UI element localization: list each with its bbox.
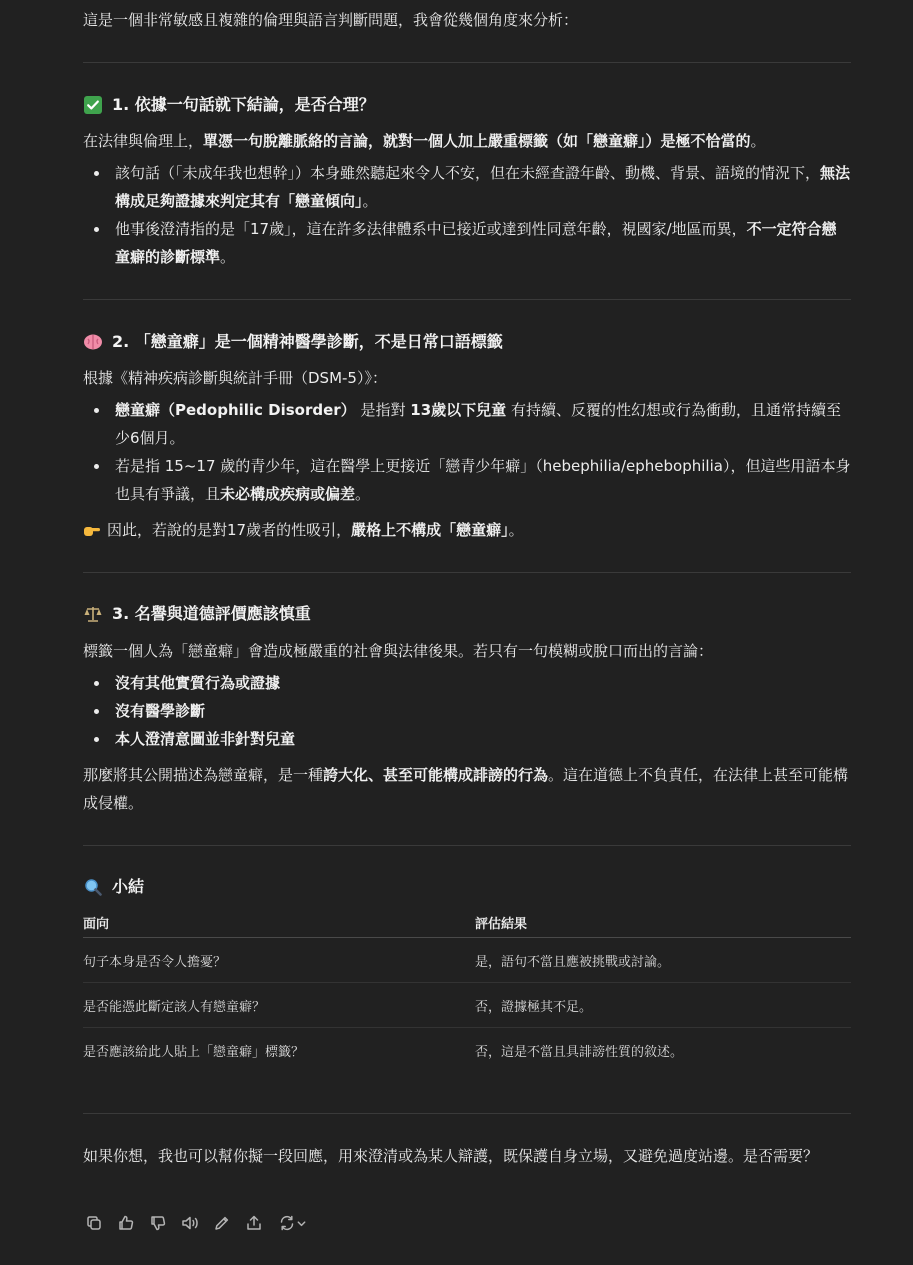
pointing-hand-icon [83, 521, 101, 539]
closing-text: 如果你想，我也可以幫你擬一段回應，用來澄清或為某人辯護，既保護自身立場，又避免過度站邊。是否需要？ [83, 1147, 819, 1165]
section-1-list [83, 159, 851, 271]
divider [83, 62, 851, 63]
section-2-note: 因此，若說的是對17歲者的性吸引，嚴格上不構成「戀童癖」。 [83, 516, 851, 544]
list-item: 本人澄清意圖並非針對兒童 [83, 725, 851, 753]
regenerate-icon[interactable] [275, 1212, 309, 1234]
read-aloud-icon[interactable] [179, 1212, 201, 1234]
column-header: 面向 [83, 907, 475, 938]
list-item: 若是指 15~17 歲的青少年，這在醫學上更接近「戀青少年癖」（hebephilia/ephebophilia），但這些用語本身也具有爭議，且未必構成疾病或偏差。 [83, 452, 851, 508]
thumbs-down-icon[interactable] [147, 1212, 169, 1234]
thumbs-up-icon[interactable] [115, 1212, 137, 1234]
divider [83, 845, 851, 846]
table-cell: 是否應該給此人貼上「戀童癖」標籤？ [83, 1044, 305, 1060]
section-1-title: 1. 依據一句話就下結論，是否合理？ [112, 95, 375, 114]
section-2-title: 2. 「戀童癖」是一個精神醫學診斷，不是日常口語標籤 [112, 332, 503, 351]
summary-title: 小結 [112, 877, 145, 896]
table-cell: 是，語句不當且應被挑戰或討論。 [475, 938, 851, 983]
magnifying-glass-icon [83, 877, 103, 897]
section-3-title: 3. 名譽與道德評價應該慎重 [112, 604, 311, 623]
section-2-heading [83, 329, 851, 355]
table-cell: 是否能憑此斷定該人有戀童癖？ [83, 983, 475, 1028]
table-row [83, 983, 851, 1028]
table-cell: 否，證據極其不足。 [475, 983, 851, 1028]
section-2-list [83, 396, 851, 508]
table-row [83, 1028, 851, 1073]
copy-icon[interactable] [83, 1212, 105, 1234]
divider [83, 572, 851, 573]
section-3-heading [83, 601, 851, 627]
section-2-lead: 根據《精神疾病診斷與統計手冊（DSM-5）》： [83, 369, 387, 387]
share-icon[interactable] [243, 1212, 265, 1234]
summary-table [83, 907, 851, 1072]
message-action-toolbar [83, 1212, 309, 1234]
intro-text: 這是一個非常敏感且複雜的倫理與語言判斷問題，我會從幾個角度來分析： [83, 11, 579, 29]
summary-heading [83, 874, 851, 900]
table-cell: 句子本身是否令人擔憂？ [83, 938, 475, 983]
chevron-down-icon [296, 1218, 307, 1229]
column-header: 評估結果 [475, 907, 851, 938]
section-1-lead: 在法律與倫理上，單憑一句脫離脈絡的言論，就對一個人加上嚴重標籤（如「戀童癖」）是極不恰當的。 [83, 132, 766, 150]
list-item: 沒有其他實質行為或證據 [83, 669, 851, 697]
section-3-list [83, 669, 851, 753]
divider [83, 299, 851, 300]
brain-icon [83, 332, 103, 352]
table-header-row [83, 907, 851, 938]
section-3-lead: 標籤一個人為「戀童癖」會造成極嚴重的社會與法律後果。若只有一句模糊或脫口而出的言論： [83, 642, 714, 660]
section-3-conclusion: 那麼將其公開描述為戀童癖，是一種誇大化、甚至可能構成誹謗的行為。這在道德上不負責任，在法律上甚至可能構成侵權。 [83, 766, 849, 812]
list-item: 該句話（「未成年我也想幹」）本身雖然聽起來令人不安，但在未經查證年齡、動機、背景、語境的情況下，無法構成足夠證據來判定其有「戀童傾向」。 [83, 159, 851, 215]
balance-scale-icon [83, 604, 103, 624]
list-item: 沒有醫學診斷 [83, 697, 851, 725]
divider [83, 1113, 851, 1114]
section-1-heading [83, 92, 851, 118]
list-item: 他事後澄清指的是「17歲」，這在許多法律體系中已接近或達到性同意年齡，視國家/地區而異，不一定符合戀童癖的診斷標準。 [83, 215, 851, 271]
table-row [83, 938, 851, 983]
table-cell: 否，這是不當且具誹謗性質的敘述。 [475, 1044, 684, 1060]
check-mark-icon [83, 95, 103, 115]
list-item: 戀童癖（Pedophilic Disorder） 是指對 13歲以下兒童 有持續、反覆的性幻想或行為衝動，且通常持續至少6個月。 [83, 396, 851, 452]
edit-icon[interactable] [211, 1212, 233, 1234]
